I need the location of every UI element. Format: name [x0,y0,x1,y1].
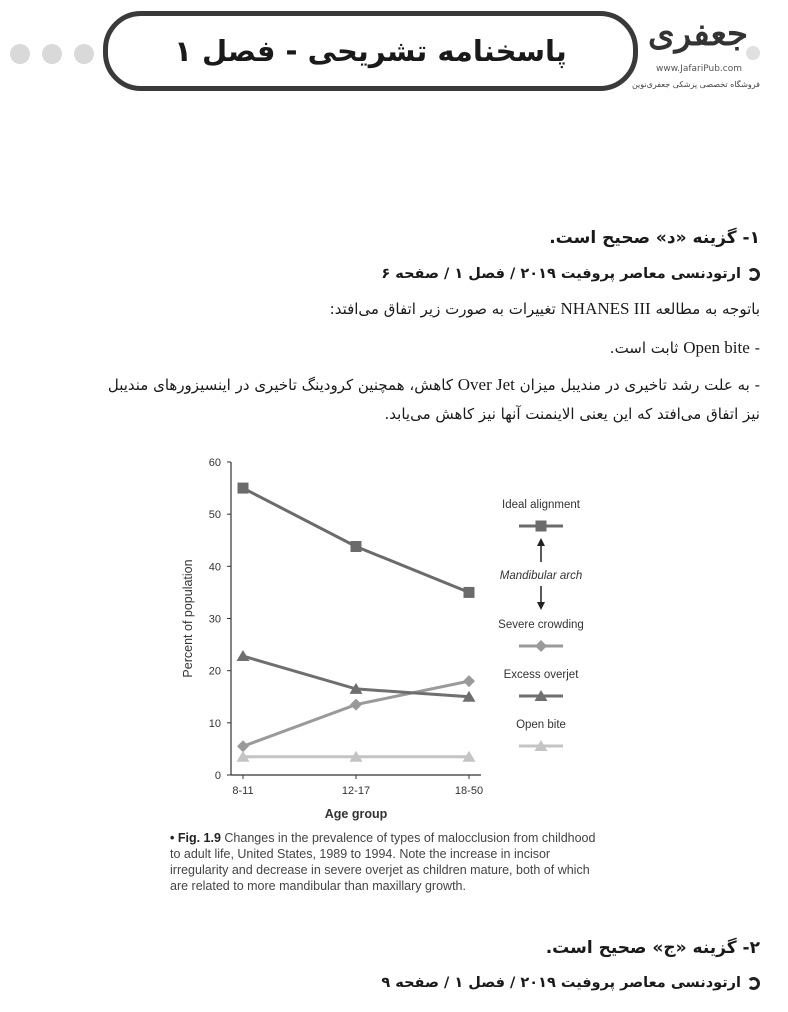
arrow-up-icon [537,538,545,546]
reference-icon [747,977,760,990]
x-tick-label: 18-50 [454,785,484,797]
x-tick-label: 12-17 [341,785,371,797]
legend-label: Severe crowding [498,619,584,631]
logo-subtitle: فروشگاه تخصصی پزشکی جعفری‌نوین [631,80,760,89]
x-axis-label: Age group [324,807,388,821]
data-point [237,740,249,752]
chapter-title-box [103,11,638,91]
data-point [350,699,362,711]
reference-icon [747,268,760,281]
mandibular-arch-annotation: Mandibular arch [499,570,583,582]
y-tick-label: 60 [208,457,221,469]
figure-label: • Fig. 1.9 [170,831,221,845]
reference-text: ارتودنسی معاصر پروفیت ۲۰۱۹ / فصل ۱ / صفحه ۹ [381,975,741,991]
legend-swatch-marker [536,521,547,532]
data-point [237,650,250,661]
y-axis-label: Percent of population [181,559,195,678]
intro-text: باتوجه به مطالعه [655,300,760,318]
reference-text: ارتودنسی معاصر پروفیت ۲۰۱۹ / فصل ۱ / صفحه ۶ [381,266,741,282]
bullet-text: ثابت است. [609,339,679,357]
logo-url: www.JafariPub.com [656,64,742,74]
y-tick-label: 10 [208,717,221,730]
logo-mark: جعفری [648,14,748,54]
intro-text-end: تغییرات به صورت زیر اتفاق می‌افتد: [329,300,556,318]
chart-svg [176,450,606,830]
answer-2-heading: ۲- گزینه «ج» صحیح است. [545,938,760,958]
x-tick-label: 8-11 [232,785,254,797]
term-over-jet: Over Jet [457,375,515,394]
study-name: NHANES III [560,299,651,318]
series-line [243,488,469,592]
bullet-open-bite: - Open bite ثابت است. [609,338,760,357]
answer-1-reference [381,266,760,282]
y-tick-label: 30 [208,613,221,626]
data-point [238,483,249,494]
legend-swatch-marker [535,640,547,652]
data-point [464,587,475,598]
y-tick-label: 20 [208,665,221,678]
bullet-text-end: کاهش، همچنین کرودینگ تاخیری در اینسیزورهای مندیبل [107,376,453,394]
answer-1-heading: ۱- گزینه «د» صحیح است. [549,228,760,248]
arrow-down-icon [537,602,545,610]
bullet-text-line2: نیز اتفاق می‌افتد که این یعنی الاینمنت آنها نیز کاهش می‌یابد. [384,405,760,423]
legend-label: Ideal alignment [502,499,580,511]
y-tick-label: 40 [208,561,221,574]
answer-2-reference [381,975,760,991]
decorative-dot [42,44,62,64]
data-point [351,541,362,552]
data-point [463,675,475,687]
term-open-bite: Open bite [683,338,750,357]
bullet-text: به علت رشد تاخیری در مندیبل میزان [519,376,750,394]
figure-caption [170,830,602,894]
answer-1-intro [330,294,760,324]
caption-text: Changes in the prevalence of types of malocclusion from childhood to adult life, United States, 1989 to 1994. Note the increase in incisor irregularity and decrease in severe overjet as children mature, both of which are related to more mandibular than maxillary growth. [170,831,596,893]
y-tick-label: 0 [214,770,221,782]
malocclusion-chart [176,450,606,830]
legend-label: Excess overjet [503,669,579,681]
y-tick-label: 50 [208,509,221,522]
decorative-dot [10,44,30,64]
decorative-dot [74,44,94,64]
publisher-logo [631,12,762,96]
legend-label: Open bite [516,719,566,731]
bullet-over-jet: - به علت رشد تاخیری در مندیبل میزان Over Jet کاهش، همچنین کرودینگ تاخیری در اینسیزورهای مندیبل نیز اتفاق می‌افتد که این یعنی الاینمنت آنها نیز کاهش می‌یابد. [28,370,760,429]
chapter-title: پاسخنامه تشریحی - فصل ۱ [174,34,567,68]
